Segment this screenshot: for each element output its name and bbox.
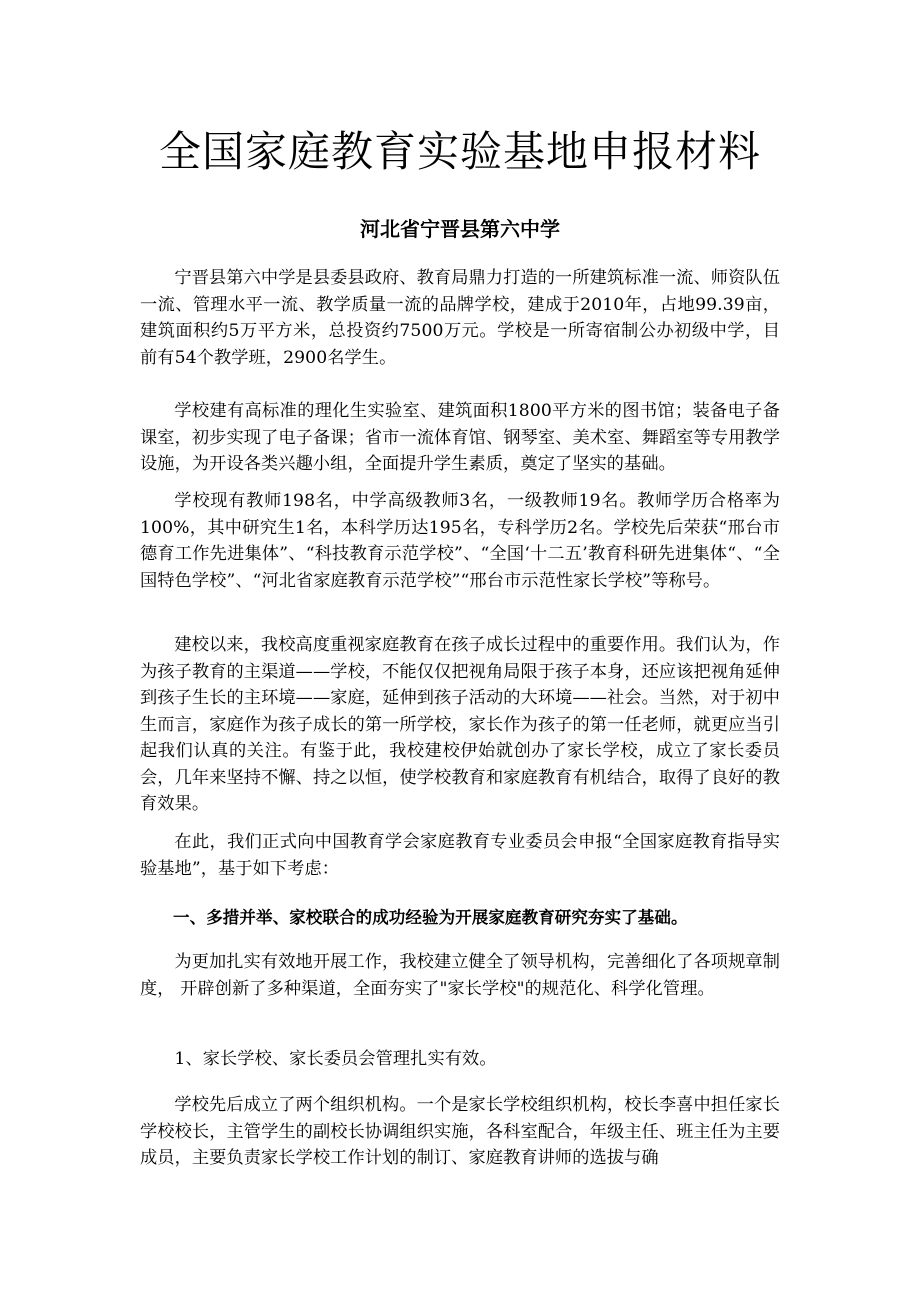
paragraph-institutions: 学校先后成立了两个组织机构。一个是家长学校组织机构，校长李喜中担任家长学校校长，主管学生的副校长协调组织实施，各科室配合，年级主任、班主任为主要成员，主要负责家长学校工作计划的制订、家庭教育讲师的选拔与确	[140, 1095, 780, 1168]
paragraph-school-intro: 宁晋县第六中学是县委县政府、教育局鼎力打造的一所建筑标准一流、师资队伍一流、管理水平一流、教学质量一流的品牌学校，建成于2010年，占地99.39亩，建筑面积约5万平方米，总投资约7500万元。学校是一所寄宿制公办初级中学，目前有54个教学班，2900名学生。	[140, 268, 780, 368]
document-subtitle: 河北省宁晋县第六中学	[360, 217, 560, 241]
paragraph-application: 在此，我们正式向中国教育学会家庭教育专业委员会申报“全国家庭教育指导实验基地”，基于如下考虑：	[140, 832, 780, 879]
paragraph-family-education: 建校以来，我校高度重视家庭教育在孩子成长过程中的重要作用。我们认为，作为孩子教育的主渠道——学校，不能仅仅把视角局限于孩子本身，还应该把视角延伸到孩子生长的主环境——家庭，延伸到孩子活动的大环境——社会。当然，对于初中生而言，家庭作为孩子成长的第一所学校，家长作为孩子的第一任老师，就更应当引起我们认真的关注。有鉴于此，我校建校伊始就创办了家长学校，成立了家长委员会，几年来坚持不懈、持之以恒，使学校教育和家庭教育有机结合，取得了良好的教育效果。	[140, 635, 780, 814]
paragraph-teachers: 学校现有教师198名，中学高级教师3名，一级教师19名。教师学历合格率为100%，其中研究生1名，本科学历达195名，专科学历2名。学校先后荣获“邢台市德育工作先进集体”、“科技教育示范学校”、“全国‘十二五’教育科研先进集体“、“全国特色学校”、“河北省家庭教育示范学校”“邢台市示范性家长学校”等称号。	[140, 491, 780, 591]
document-title: 全国家庭教育实验基地申报材料	[158, 127, 761, 176]
subheading-1: 1、家长学校、家长委员会管理扎实有效。	[174, 1049, 497, 1069]
paragraph-facilities: 学校建有高标准的理化生实验室、建筑面积1800平方米的图书馆；装备电子备课室，初步实现了电子备课；省市一流体育馆、钢琴室、美术室、舞蹈室等专用教学设施，为开设各类兴趣小组，全面提升学生素质，奠定了坚实的基础。	[140, 401, 780, 474]
paragraph-organization: 为更加扎实有效地开展工作，我校建立健全了领导机构，完善细化了各项规章制度， 开辟创新了多种渠道，全面夯实了"家长学校"的规范化、科学化管理。	[140, 952, 780, 999]
section-heading-1: 一、多措并举、家校联合的成功经验为开展家庭教育研究夯实了基础。	[173, 908, 688, 927]
